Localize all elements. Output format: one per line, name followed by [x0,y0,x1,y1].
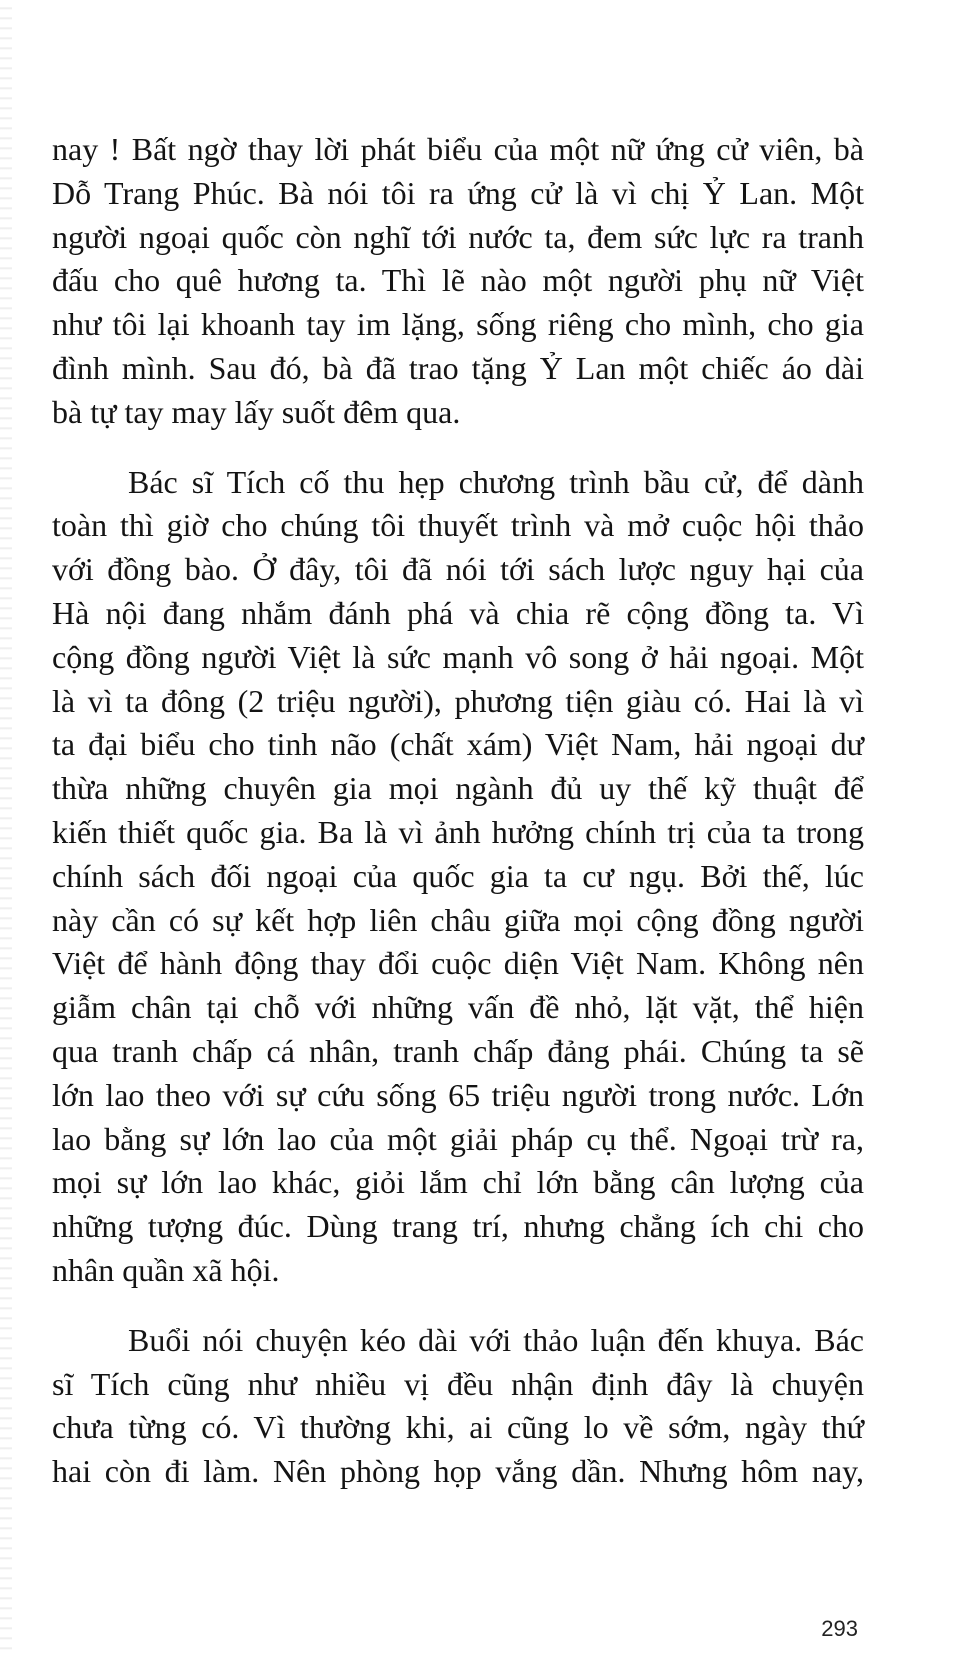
text-line: ta đại biểu cho tinh não (chất xám) Việt Nam, hải ngoại dư [52,726,864,763]
text-line: đình mình. Sau đó, bà đã trao tặng Ỷ Lan một chiếc áo dài [52,349,864,386]
paragraph-3 [52,1319,864,1494]
text-line: Dỗ Trang Phúc. Bà nói tôi ra ứng cử là vì chị Ỷ Lan. Một [52,174,864,211]
text-line: lao bằng sự lớn lao của một giải pháp cụ thể. Ngoại trừ ra, [52,1120,864,1157]
text-line: mọi sự lớn lao khác, giỏi lắm chỉ lớn bằng cân lượng của [52,1164,864,1201]
text-line: nay ! Bất ngờ thay lời phát biểu của một nữ ứng cử viên, bà [52,131,864,167]
text-line: qua tranh chấp cá nhân, tranh chấp đảng phái. Chúng ta sẽ [52,1032,864,1069]
text-line: hai còn đi làm. Nên phòng họp vắng dần. Nhưng hôm nay, [52,1453,864,1490]
text-line: những tượng đúc. Dùng trang trí, nhưng chẳng ích chi cho [52,1208,864,1245]
text-line: Bác sĩ Tích cố thu hẹp chương trình bầu cử, để dành [128,463,864,500]
text-line: như tôi lại khoanh tay im lặng, sống riêng cho mình, cho gia [52,306,864,343]
text-line: Buổi nói chuyện kéo dài với thảo luận đến khuya. Bác [128,1321,864,1358]
page-number: 293 [821,1616,858,1641]
text-line: lớn lao theo với sự cứu sống 65 triệu người trong nước. Lớn [52,1076,864,1113]
text-line: người ngoại quốc còn nghĩ tới nước ta, đem sức lực ra tranh [52,218,864,255]
paragraph-spacer [52,1293,864,1319]
text-line: chưa từng có. Vì thường khi, ai cũng lo về sớm, ngày thứ [52,1409,864,1446]
text-line: cộng đồng người Việt là sức mạnh vô song ở hải ngoại. Một [52,638,864,675]
text-line: với đồng bào. Ở đây, tôi đã nói tới sách lược nguy hại của [52,551,864,588]
text-line: kiến thiết quốc gia. Ba là vì ảnh hưởng chính trị của ta trong [52,813,864,850]
text-line: Việt để hành động thay đổi cuộc diện Việt Nam. Không nên [52,945,864,982]
text-line: chính sách đối ngoại của quốc gia ta cư ngụ. Bởi thế, lúc [52,857,864,894]
text-line: thừa những chuyên gia mọi ngành đủ uy thế kỹ thuật để [52,770,864,807]
paragraph-1 [52,128,864,435]
paragraph-spacer [52,435,864,461]
text-line: này cần có sự kết hợp liên châu giữa mọi cộng đồng người [52,901,864,938]
paragraph-2 [52,461,864,1293]
scan-binding-edge [0,0,12,1653]
text-line: toàn thì giờ cho chúng tôi thuyết trình và mở cuộc hội thảo [52,507,864,544]
body-text [52,128,864,1494]
text-line: giẫm chân tại chỗ với những vấn đề nhỏ, lặt vặt, thể hiện [52,989,864,1026]
text-line: Hà nội đang nhắm đánh phá và chia rẽ cộng đồng ta. Vì [52,594,864,631]
text-line: đấu cho quê hương ta. Thì lẽ nào một người phụ nữ Việt [52,262,864,299]
text-line: bà tự tay may lấy suốt đêm qua. [52,393,461,430]
text-line: là vì ta đông (2 triệu người), phương tiện giàu có. Hai là vì [52,682,864,719]
text-line: nhân quần xã hội. [52,1251,280,1288]
text-line: sĩ Tích cũng như nhiều vị đều nhận định đây là chuyện [52,1365,864,1402]
